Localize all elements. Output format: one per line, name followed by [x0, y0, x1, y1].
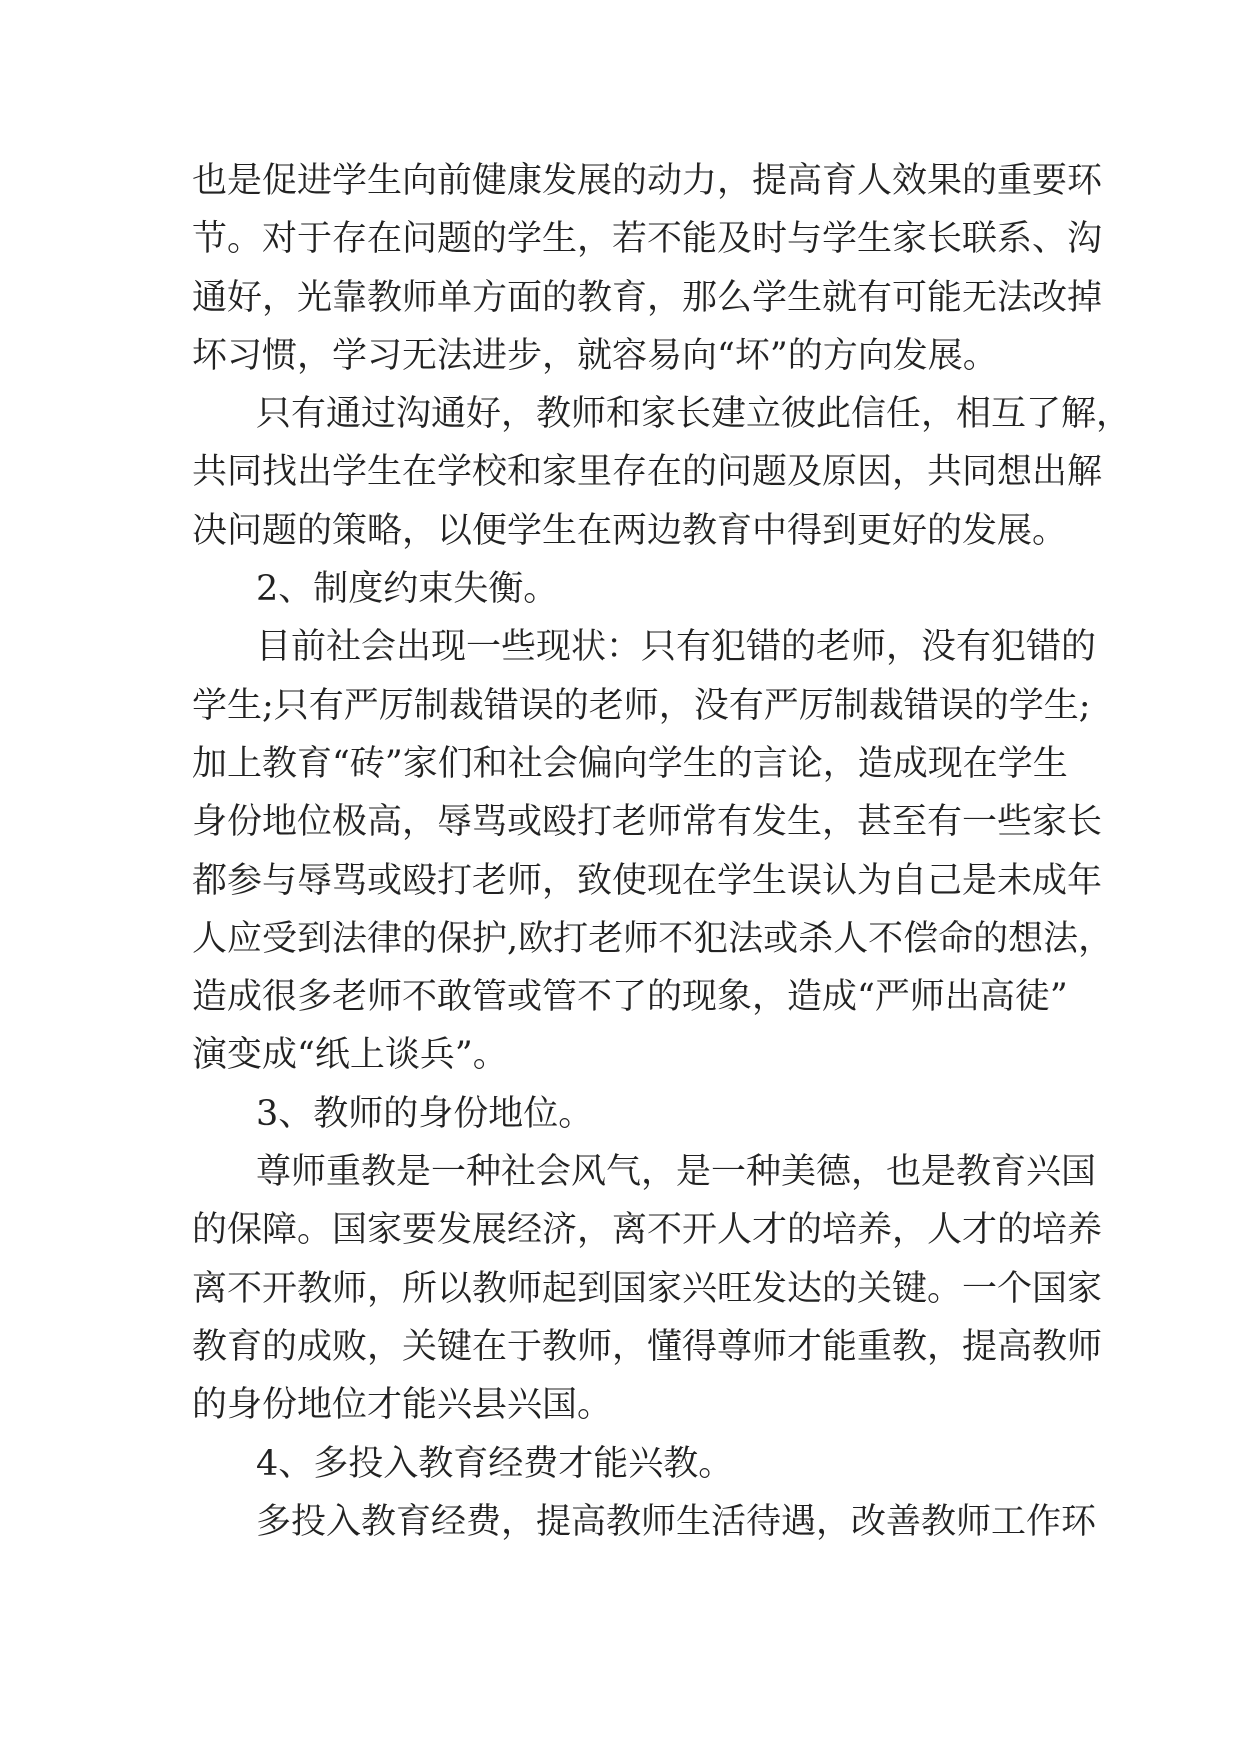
text-line: 也是促进学生向前健康发展的动力，提高育人效果的重要环: [192, 161, 1103, 201]
text-line: 通好，光靠教师单方面的教育，那么学生就有可能无法改掉: [192, 277, 1103, 318]
text-line: 2、制度约束失衡。: [256, 569, 559, 610]
text-line: 的身份地位才能兴县兴国。: [192, 1385, 613, 1426]
text-line: 目前社会出现一些现状：只有犯错的老师，没有犯错的: [256, 627, 1097, 668]
text-line: 的保障。国家要发展经济，离不开人才的培养，人才的培养: [192, 1210, 1103, 1251]
text-line: 4、多投入教育经费才能兴教。: [256, 1443, 734, 1484]
text-line: 3、教师的身份地位。: [256, 1093, 594, 1134]
text-line: 节。对于存在问题的学生，若不能及时与学生家长联系、沟: [192, 219, 1103, 260]
text-line: 造成很多老师不敢管或管不了的现象，造成“严师出高徒”: [192, 977, 1068, 1018]
text-line: 学生;只有严厉制裁错误的老师，没有严厉制裁错误的学生;: [192, 685, 1091, 726]
text-line: 共同找出学生在学校和家里存在的问题及原因，共同想出解: [192, 452, 1103, 493]
text-line: 都参与辱骂或殴打老师，致使现在学生误认为自己是未成年: [192, 860, 1103, 901]
text-line: 只有通过沟通好，教师和家长建立彼此信任，相互了解，: [256, 394, 1132, 435]
text-line: 尊师重教是一种社会风气，是一种美德，也是教育兴国: [256, 1152, 1097, 1193]
text-line: 演变成“纸上谈兵”。: [192, 1035, 508, 1076]
text-line: 多投入教育经费，提高教师生活待遇，改善教师工作环: [256, 1501, 1097, 1542]
text-line: 加上教育“砖”家们和社会偏向学生的言论，造成现在学生: [192, 743, 1068, 784]
text-line: 决问题的策略，以便学生在两边教育中得到更好的发展。: [192, 510, 1068, 551]
text-line: 身份地位极高，辱骂或殴打老师常有发生，甚至有一些家长: [192, 802, 1103, 843]
body-text: [192, 152, 1132, 1551]
text-line: 离不开教师，所以教师起到国家兴旺发达的关键。一个国家: [192, 1268, 1103, 1309]
text-line: 人应受到法律的保护,欧打老师不犯法或杀人不偿命的想法，: [192, 918, 1114, 959]
text-line: 教育的成败，关键在于教师，懂得尊师才能重教，提高教师: [192, 1326, 1103, 1367]
text-line: 坏习惯，学习无法进步，就容易向“坏”的方向发展。: [192, 335, 998, 376]
